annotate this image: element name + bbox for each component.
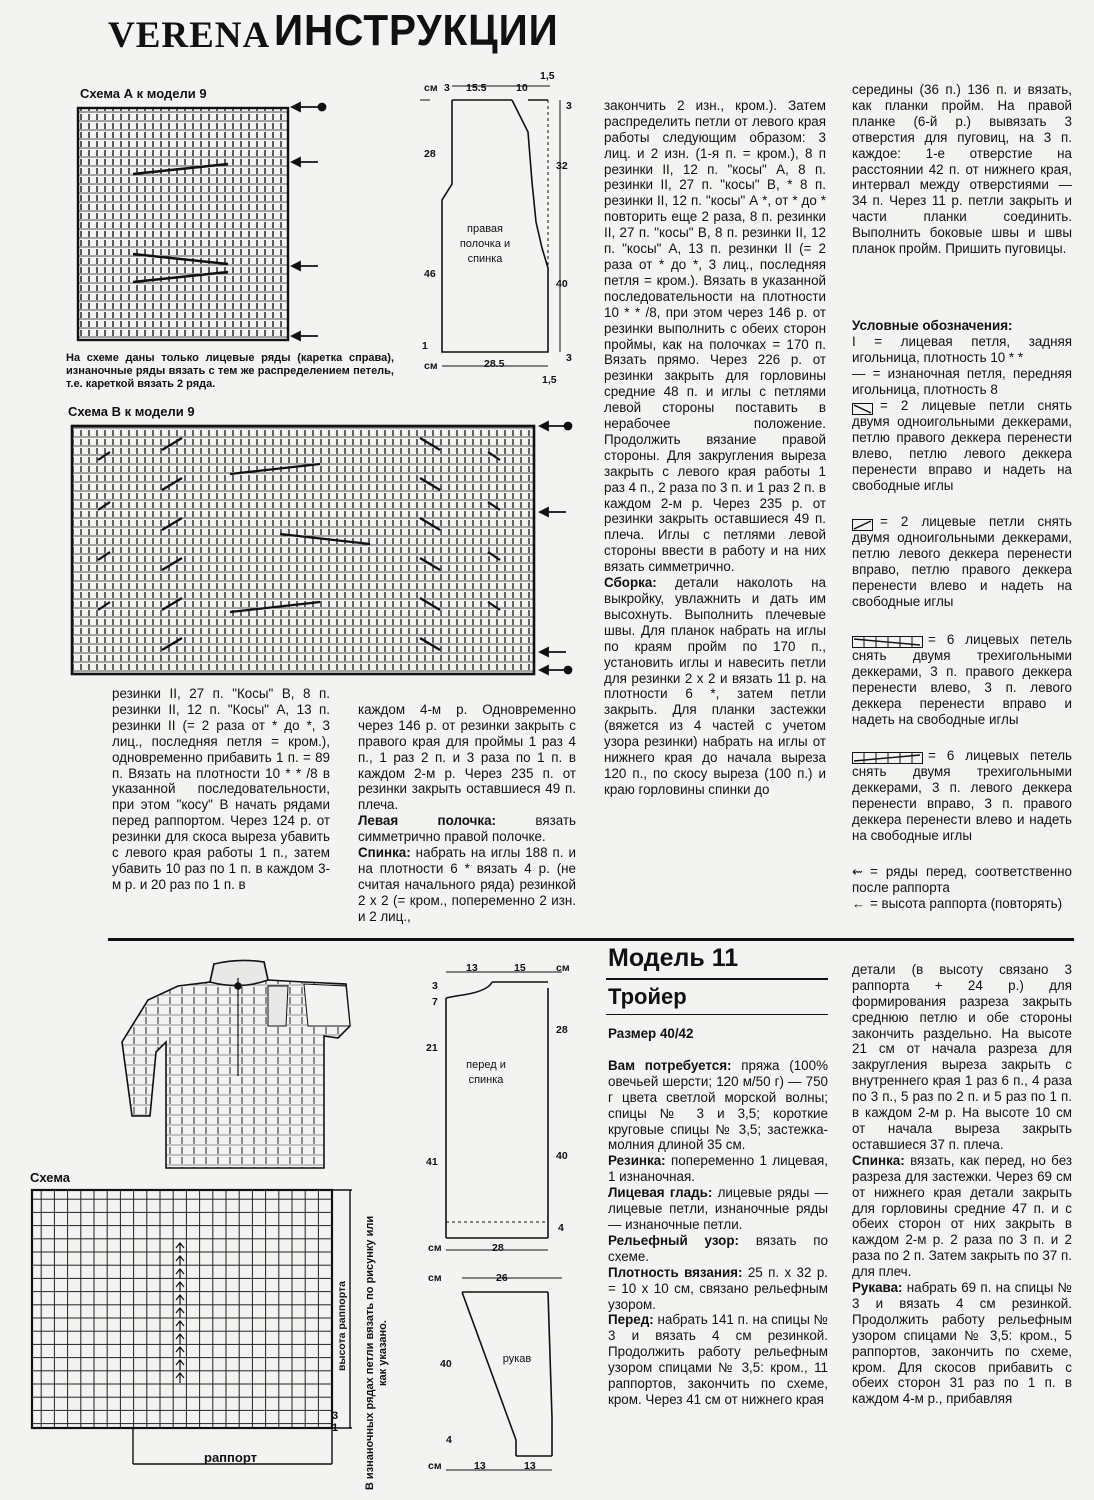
legend-item-4: = 2 лицевые петли снять двумя одноигольными деккерами, петлю левого деккера перенести вправо, петлю правого деккера перенести влево и надеть на свободные иглы (852, 514, 1072, 609)
pattern1-height-right-top: 3 (566, 100, 572, 112)
text-col-4-top: середины (36 п.) 136 п. и вязать, как планки пройм. На правой планке (6-й р.) вывязать 3 отверстия для пуговиц, на 3 п. каждое: 1-е отверстие на расстоянии 42 п. от нижнего края, интервал между отверстиями — 34 п. Через 11 р. петли закрыть и части планки соединить. Выполнить боковые швы и швы планок пройм. Пришить пуговицы. (852, 82, 1072, 257)
sleeve-outline (422, 1268, 582, 1478)
pattern1-height-40: 40 (556, 278, 568, 290)
pattern1-width-15-5: 15.5 (466, 82, 487, 94)
pattern2-height-41: 41 (426, 1156, 438, 1168)
text-col-4-bottom (852, 946, 1072, 1407)
pattern2-outline (422, 960, 582, 1260)
rapport-label: раппорт (204, 1450, 257, 1465)
model11-h5: Плотность вязания: (608, 1264, 743, 1280)
center-mid-h3: Спинка: (358, 845, 411, 861)
page-title: ИНСТРУКЦИИ (274, 6, 559, 55)
pattern2-width-28: 28 (492, 1242, 504, 1254)
legend-item-1: I = лицевая петля, задняя игольница, плотность 10 * * (852, 334, 1072, 365)
model11-h6: Перед: (608, 1312, 654, 1328)
sleeve-width-26: 26 (496, 1272, 508, 1284)
scheme-a-caption: Схема А к модели 9 (80, 86, 207, 101)
col4b-p1: детали (в высоту связано 3 раппорта + 24 р.) для формирования разреза закрыть среднюю петлю и обе стороны закончить раздельно. На высоте 21 см от начала разреза для закругления выреза закрыть с внутреннего края 1 раз 6 п., 4 раза по 3 п., 5 раз по 2 п. и 5 раз по 1 п. в каждом 2-м р. На высоте 10 см от начала выреза закрыть оставшиеся 37 п. плеча. (852, 961, 1072, 1152)
model11-h3: Лицевая гладь: (608, 1185, 713, 1201)
col3-p2: детали наколоть на выкройку, увлажнить и дать им высохнуть. Выполнить плечевые швы. Для планок набрать на иглы по краям пройм по 170 п., установить иглы и навесить петли для резинки 2 х 2 и вязать 11 р. на плотности 6 *, затем петли закрыть. Для планки застежки (вяжется из 4 частей с учетом узора резинки) набрать на иглы от нижнего края до начала выреза 120 п., по скосу выреза (100 п.) и краю горловины спинки до (604, 575, 826, 797)
legend-item-3: = 2 лицевые петли снять двумя одноигольными деккерами, петлю правого деккера перенести влево, петлю левого деккера перенести вправо и надеть на свободные иглы (852, 398, 1072, 493)
pattern1-height-32: 32 (556, 160, 568, 172)
brand-logo: VERENA (108, 15, 271, 56)
model11-size: Размер 40/42 (608, 1026, 694, 1041)
rapport-height-label: высота раппорта (336, 1281, 348, 1371)
sweater-illustration (118, 956, 358, 1176)
pattern1-units-top: см (424, 82, 438, 94)
pattern2-height-40: 40 (556, 1150, 568, 1162)
legend-arrow-double-icon: ⇜ (852, 864, 863, 879)
sleeve-height-4: 4 (446, 1434, 452, 1446)
section-divider (108, 938, 1074, 941)
center-mid-p1: каждом 4-м р. Одновременно через 146 р. от резинки закрыть с правого края для проймы 1 раз 4 п., 1 раз 2 п. и 3 раза по 1 п. в каждом 2-м р. Через 235 п. от резинки закрыть оставшиеся 49 п. плеча. (358, 701, 576, 813)
model11-title-rule (606, 978, 828, 980)
pattern1-piece-label: правая полочка и спинка (459, 223, 511, 265)
legend-item-8: = высота раппорта (повторять) (870, 896, 1063, 911)
pattern1-label-1-5-bottom: 1,5 (542, 374, 557, 386)
center-mid-p3: набрать на иглы 188 п. и на плотности 6 * вязать 4 р. (не считая начального ряда) резинкой 2 х 2 (= кром., попеременно 2 изн. и 2 лиц., (358, 845, 576, 924)
model11-h2: Резинка: (608, 1153, 666, 1169)
text-col-3-top (604, 82, 826, 798)
legend-arrow-left-icon: ← (852, 896, 865, 911)
legend-title: Условные обозначения: (852, 318, 1013, 333)
text-col-left-mid: резинки II, 27 п. "Косы" В, 8 п. резинки II, 12 п. "Косы" А, 13 п. резинки II (= 2 раза от * до *, 3 лиц., последняя петля = кром.), одновременно прибавить 1 п. = 89 п. Вязать на плотности 10 * * /8 в указанной последовательности, при этом "косу" В начать рядами перед раппортом. Через 124 р. от резинки для скоса выреза убавить с левого края работы 1 п., затем убавить 10 раз по 1 п. в каждом 3-м р. и 20 раз по 1 п. в (112, 686, 330, 892)
scheme-side-note: В изнаночных рядах петли вязать по рисунку или как указано. (364, 1215, 389, 1491)
pattern1-height-1: 1 (422, 340, 428, 352)
model11-h4: Рельефный узор: (608, 1232, 739, 1248)
pattern1-height-28: 28 (424, 148, 436, 160)
center-mid-h2: Левая полочка: (358, 813, 497, 829)
legend-item-7: = ряды перед, соответственно после раппорта (852, 864, 1072, 895)
col4b-h3: Рукава: (852, 1280, 903, 1296)
sleeve-units-top: см (428, 1272, 442, 1284)
model11-p1: пряжа (100% овечьей шерсти; 120 м/50 г) — 750 г цвета светлой морской волны; спицы № 3 и 3,5; короткие круговые спицы № 3,5; застежка-молния длиной 35 см. (608, 1057, 828, 1153)
pattern1-units-left: см (424, 360, 438, 372)
sleeve-width-13-left: 13 (474, 1460, 486, 1472)
pattern2-height-28: 28 (556, 1024, 568, 1036)
scheme-bottom-caption: Схема (30, 1170, 71, 1185)
text-col-center-mid (358, 686, 576, 925)
row-num-1: 1 (332, 1422, 339, 1434)
pattern2-units-top: см (556, 962, 570, 974)
row-num-3: 3 (332, 1410, 339, 1422)
pattern2-height-3: 3 (432, 980, 438, 992)
pattern2-piece-label: перед и спинка (466, 1059, 506, 1086)
pattern2-units-bottom: см (428, 1242, 442, 1254)
pattern1-height-46: 46 (424, 268, 436, 280)
pattern2-height-21: 21 (426, 1042, 438, 1054)
pattern1-height-right-3: 3 (566, 352, 572, 364)
sleeve-units-bottom: см (428, 1460, 442, 1472)
model11-p5: 25 п. х 32 р. = 10 х 10 см, связано рельефным узором. (608, 1264, 829, 1312)
model11-p4: вязать по схеме. (608, 1232, 828, 1264)
scheme-b-grid (70, 420, 580, 682)
model11-subtitle-rule (606, 1014, 828, 1015)
model11-p3: лицевые ряды — лицевые петли, изнаночные ряды — изнаночные петли. (608, 1185, 829, 1232)
model11-subtitle: Тройер (608, 984, 687, 1009)
sleeve-piece-label: рукав (502, 1353, 532, 1365)
model11-p6: набрать 141 п. на спицы № 3 и вязать 4 см резинкой. Продолжить работу рельефным узором спицами № 3,5: кром., 11 раппортов, закончить по схеме, кром. Через 41 см от нижнего края (608, 1312, 828, 1407)
scheme-a-grid (78, 104, 328, 344)
sleeve-width-13-right: 13 (524, 1460, 536, 1472)
model11-h1: Вам потребуется: (608, 1057, 732, 1073)
center-mid-p2: вязать симметрично правой полочке. (358, 813, 576, 845)
sleeve-height-40: 40 (440, 1358, 452, 1370)
col3-p1: закончить 2 изн., кром.). Затем распределить петли от левого края работы следующим образом: 3 лиц. и 2 изн. (1-я п. = кром.), 8 п резинки II, 12 п. "косы" А, 8 п. резинки II, 27 п. "косы" В, * 8 п. резинки II, 12 п. "косы" А *, от * до * повторить еще 2 раза, 8 п. резинки II, 27 п. "косы" В, 8 п. резинки II, 12 п. "косы" А, 13 п. резинки II (= 2 раза от * до *, 3 лиц., последняя петля = кром.). Вязать в указанной последовательности на плотности 10 * * /8, при этом через 146 р. от резинки выполнить с обеих сторон проймы, как на полочках = 170 п. Вязать прямо. Через 226 р. от резинки закрыть для горловины средние 48 п. и иглы с петлями левой стороны поставить в нерабочее положение. Продолжить вязание правой стороны. Для закругления выреза закрыть с левого края работы 1 раз 4 п., 2 раза по 3 п. и 1 раз 2 п. в каждом 2-м р. Через 235 р. от резинки закрыть оставшиеся 49 п. плеча. Иглы с петлями левой стороны ввести в работу и на них вязать симметрично. (604, 97, 826, 575)
pattern2-width-15: 15 (514, 962, 526, 974)
pattern1-width-10: 10 (516, 82, 528, 94)
legend-item-5: = 6 лицевых петель снять двумя трехигольными деккерами, 3 п. правого деккера перенести влево, 3 п. левого деккера перенести вправо и надеть на свободные иглы (852, 632, 1072, 727)
col4b-p3: набрать 69 п. на спицы № 3 и вязать 4 см резинкой. Продолжить работу рельефным узором спицами № 3,5: кром., 5 раппортов, закончить по схеме, кром. Для скосов прибавить с обеих сторон 31 раз по 1 п. в каждом 4-м р., прибавляя (852, 1280, 1072, 1407)
legend-item-6: = 6 лицевых петель снять двумя трехигольными деккерами, 3 п. левого деккера перенести вправо, 3 п. правого деккера перенести влево и надеть на свободные иглы (852, 748, 1072, 843)
pattern1-width-3: 3 (444, 82, 450, 94)
model11-title: Модель 11 (608, 944, 739, 972)
scheme-b-caption: Схема В к модели 9 (68, 404, 195, 419)
pattern2-width-13: 13 (466, 962, 478, 974)
pattern2-height-7: 7 (432, 996, 438, 1008)
legend-item-2: — = изнаночная петля, передняя игольница, плотность 8 (852, 366, 1072, 397)
col4b-h2: Спинка: (852, 1152, 905, 1168)
pattern1-width-28-5: 28.5 (484, 358, 505, 370)
pattern2-height-4: 4 (558, 1222, 564, 1234)
pattern1-label-1-5-top: 1,5 (540, 70, 555, 82)
scheme-bottom-grid (28, 1186, 358, 1476)
model11-p2: попеременно 1 лицевая, 1 изнаночная. (608, 1153, 828, 1185)
col4b-p2: вязать, как перед, но без разреза для застежки. Через 69 см от нижнего края детали закрыть для горловины средние 47 п. и с обеих сторон от них закрыть в каждом 2-м р. 2 раза по 3 п. и 2 раза по 2 п. Затем закрыть по 37 п. для плеч. (852, 1152, 1072, 1280)
scheme-a-note: На схеме даны только лицевые ряды (каретка справа), изнаночные ряды вязать с тем же распределением петель, т.е. кареткой вязать 2 ряда. (66, 352, 394, 390)
col3-h2: Сборка: (604, 575, 657, 591)
text-model11 (608, 1042, 828, 1408)
